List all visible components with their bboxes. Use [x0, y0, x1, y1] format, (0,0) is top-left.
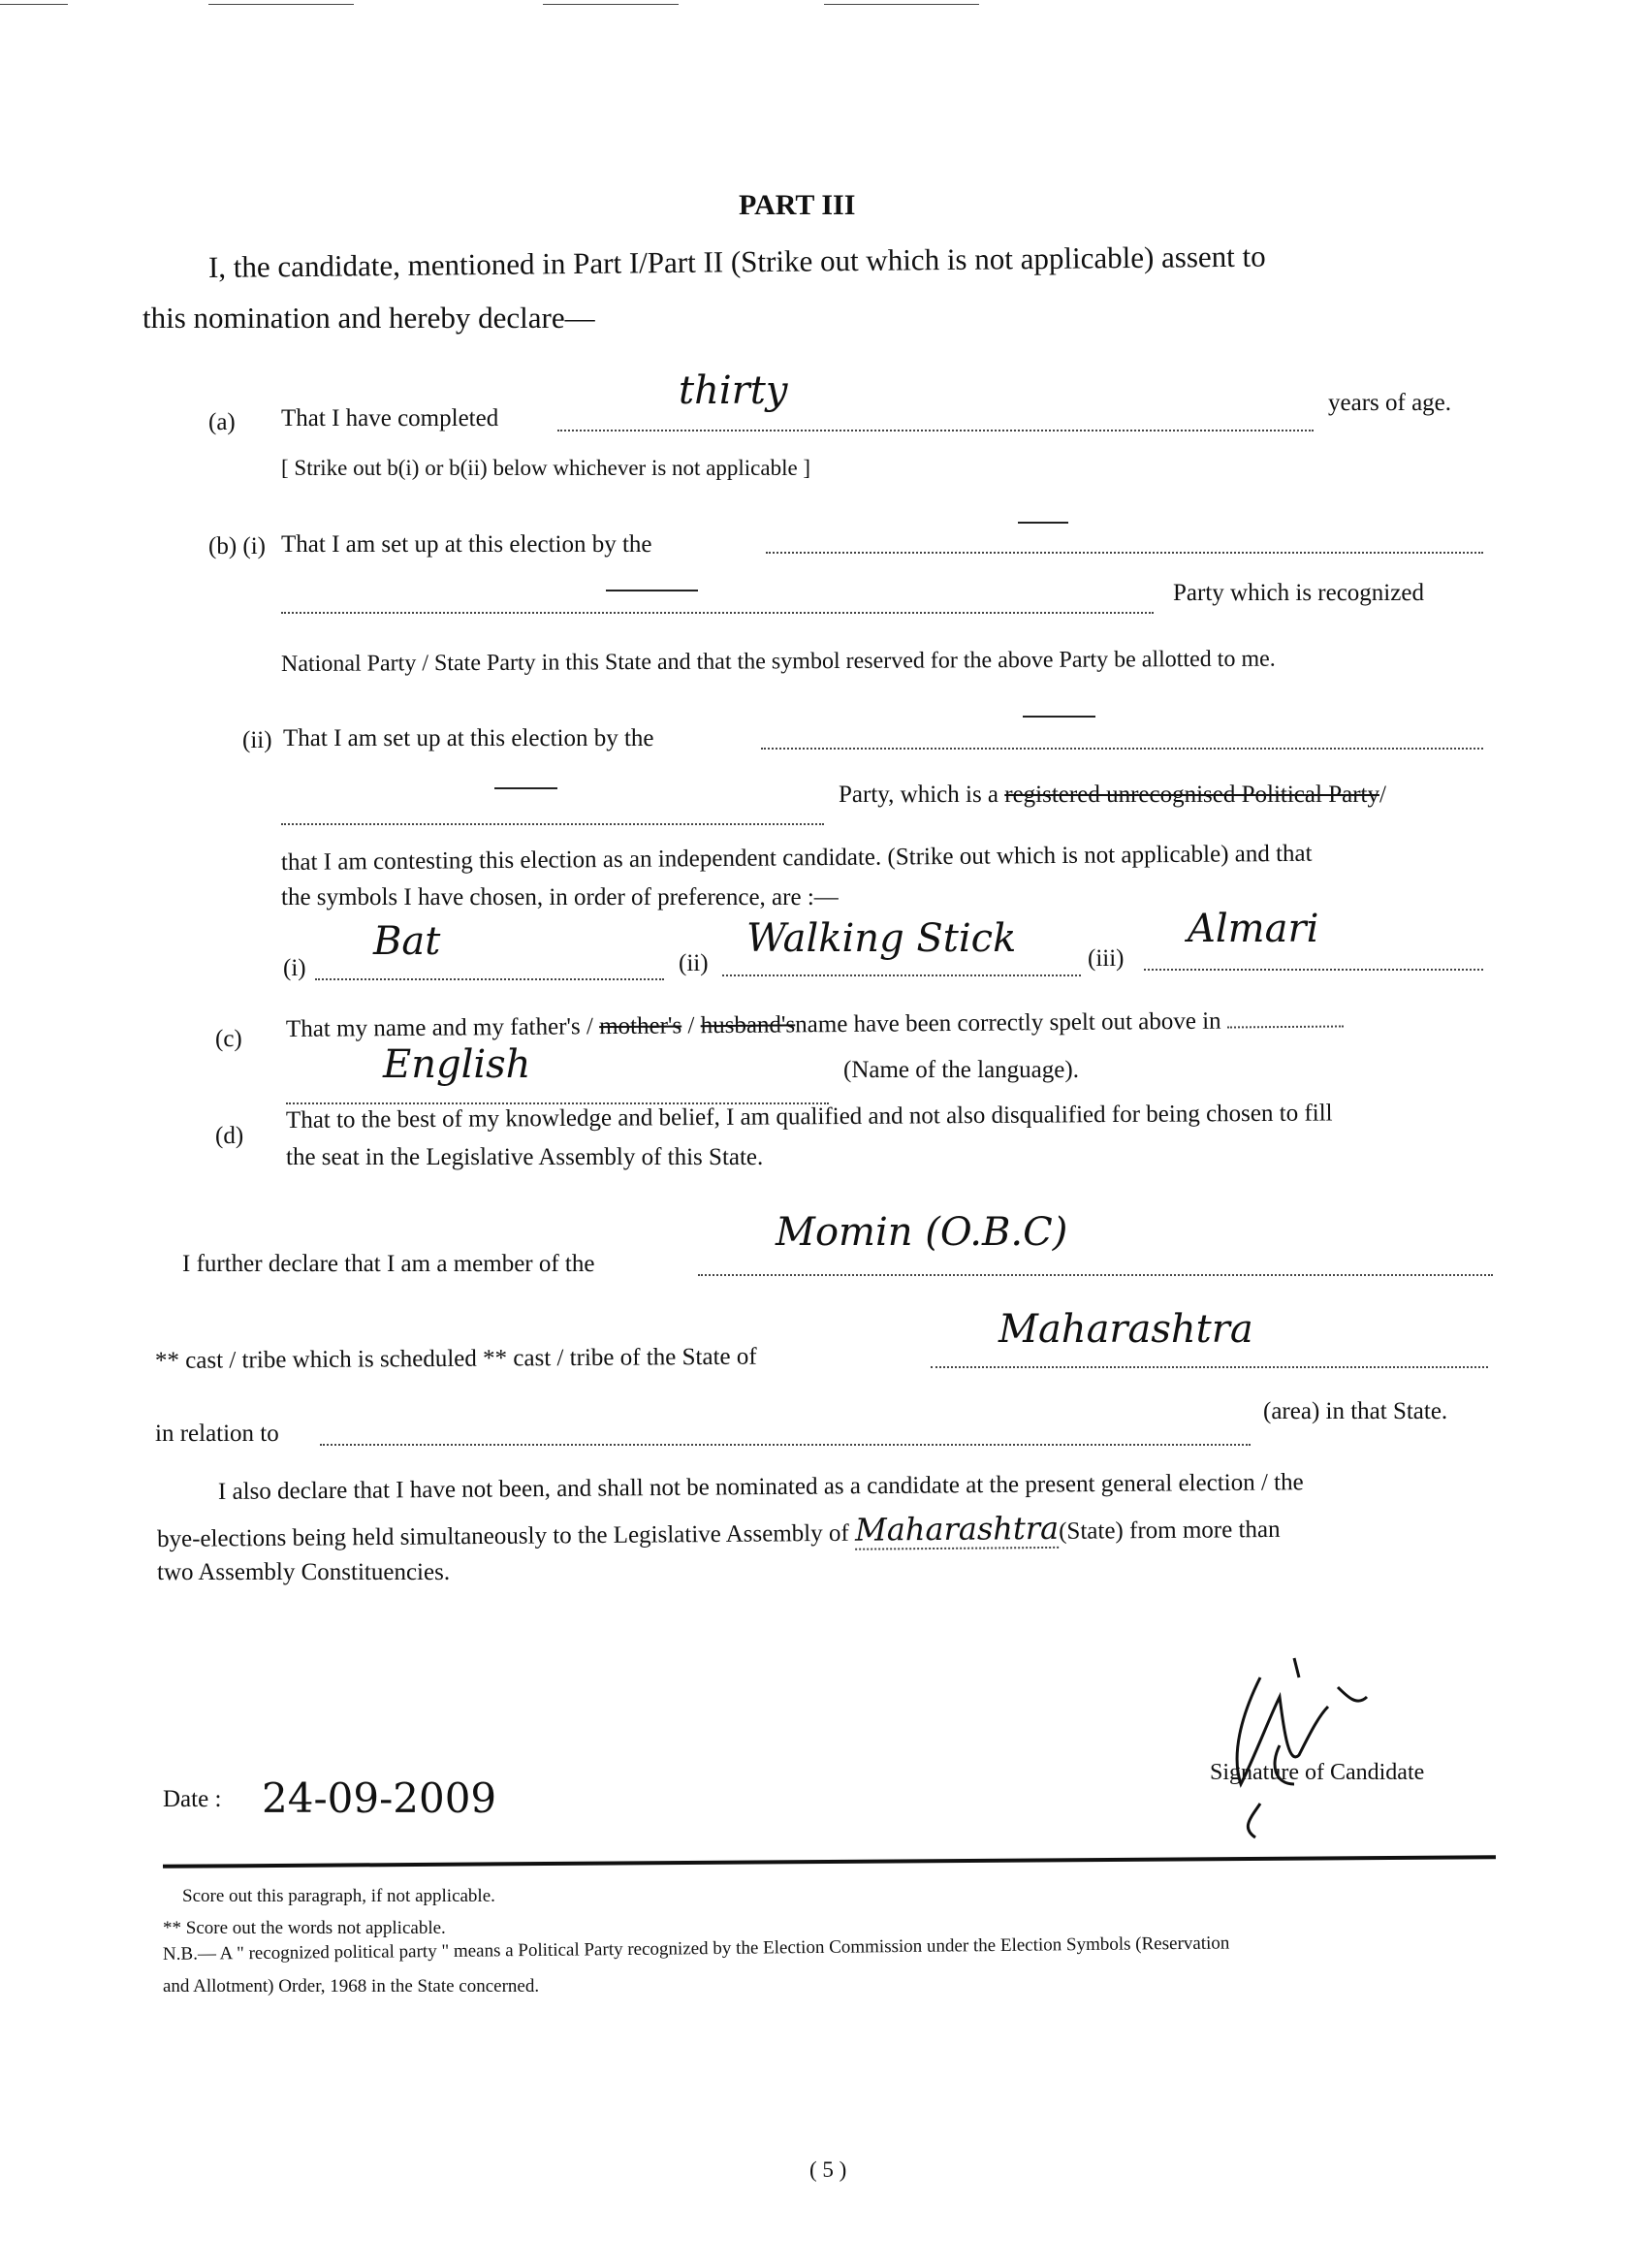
item-a-text: That I have completed	[281, 405, 499, 431]
item-b-ii-line4: the symbols I have chosen, in order of preference, are :—	[281, 884, 839, 910]
item-a-label: (a)	[208, 409, 236, 435]
relation-text: in relation to	[155, 1421, 279, 1447]
item-c-text: That my name and my father's / mother's / husband'sname have been correctly spelt out above in	[286, 1006, 1344, 1043]
item-c-suffix: (Name of the language).	[843, 1057, 1079, 1083]
item-d-line1: That to the best of my knowledge and belief, I am qualified and not also disqualified for being chosen to fill	[285, 1100, 1333, 1134]
footnote-1: Score out this paragraph, if not applicable.	[182, 1886, 495, 1906]
scan-artifact	[824, 4, 979, 5]
item-b-ii-text: That I am set up at this election by the	[283, 725, 654, 751]
community-field-line	[698, 1274, 1493, 1276]
item-a-suffix: years of age.	[1328, 390, 1452, 416]
relation-suffix: (area) in that State.	[1263, 1398, 1448, 1424]
symbol-3-value: Almari	[1188, 907, 1319, 951]
item-b-ii-line3: that I am contesting this election as an independent candidate. (Strike out which is not applicable) and that	[280, 840, 1313, 876]
handwritten-dash	[494, 787, 557, 789]
age-field-line	[557, 430, 1314, 431]
footnote-nb-cont: and Allotment) Order, 1968 in the State concerned.	[163, 1976, 540, 1996]
handwritten-dash	[1023, 716, 1095, 718]
also-line-3: two Assembly Constituencies.	[157, 1559, 451, 1585]
party-ii-field-line-2	[281, 823, 824, 825]
scan-artifact	[208, 4, 354, 5]
strike-note: [ Strike out b(i) or b(ii) below whichever is not applicable ]	[281, 456, 811, 480]
age-value: thirty	[679, 368, 788, 413]
page-title: PART III	[739, 189, 856, 221]
party-field-line-2	[281, 612, 1154, 614]
footnote-nb: N.B.— A " recognized political party " means a Political Party recognized by the Election Commission under the Election Symbols (Reservation	[162, 1933, 1230, 1965]
item-b-i-line3: National Party / State Party in this State and that the symbol reserved for the above Party be allotted to me.	[280, 646, 1276, 677]
item-d-line2: the seat in the Legislative Assembly of this State.	[286, 1144, 764, 1170]
signature-image	[1202, 1639, 1377, 1842]
handwritten-dash	[1018, 522, 1068, 524]
party-ii-field-line	[761, 748, 1483, 750]
date-label: Date :	[163, 1786, 222, 1812]
cast-text: ** cast / tribe which is scheduled ** cast / tribe of the State of	[154, 1343, 757, 1374]
scan-artifact	[543, 4, 679, 5]
assembly-state-value: Maharashtra	[854, 1509, 1060, 1549]
item-b-i-label: (b) (i)	[208, 533, 266, 559]
language-value: English	[383, 1042, 531, 1087]
symbol-3-label: (iii)	[1088, 945, 1125, 972]
also-line-2: bye-elections being held simultaneously to the Legislative Assembly of Maharashtra(State) from more than	[156, 1509, 1281, 1552]
item-b-ii-label: (ii)	[242, 727, 272, 753]
also-line-1: I also declare that I have not been, and shall not be nominated as a candidate at the present general election / the	[217, 1469, 1304, 1505]
handwritten-dash	[606, 590, 698, 591]
state-field-line	[931, 1366, 1488, 1368]
symbol-3-line	[1144, 969, 1483, 971]
symbol-1-value: Bat	[373, 919, 441, 964]
item-b-ii-suffix: Party, which is a registered unrecognised Political Party/	[839, 782, 1386, 808]
intro-line-1: I, the candidate, mentioned in Part I/Part II (Strike out which is not applicable) assent to	[207, 239, 1266, 284]
item-b-i-text: That I am set up at this election by the	[281, 531, 652, 558]
signature-label: Signature of Candidate	[1210, 1760, 1425, 1785]
footnote-divider	[163, 1855, 1496, 1869]
symbol-1-label: (i)	[283, 955, 306, 981]
item-b-i-suffix: Party which is recognized	[1173, 580, 1424, 606]
further-text: I further declare that I am a member of the	[182, 1251, 595, 1277]
symbol-2-line	[722, 974, 1081, 976]
area-field-line	[320, 1444, 1251, 1446]
date-value: 24-09-2009	[262, 1774, 497, 1822]
scan-artifact	[0, 4, 68, 5]
footnote-2: ** Score out the words not applicable.	[163, 1918, 446, 1938]
item-c-label: (c)	[215, 1026, 242, 1052]
party-field-line	[766, 552, 1483, 554]
item-d-label: (d)	[215, 1123, 244, 1149]
intro-line-2: this nomination and hereby declare—	[143, 301, 595, 335]
page-number: ( 5 )	[809, 2157, 847, 2182]
symbol-2-value: Walking Stick	[746, 916, 1017, 961]
symbol-2-label: (ii)	[679, 950, 709, 976]
state-value: Maharashtra	[998, 1307, 1253, 1352]
symbol-1-line	[315, 978, 664, 980]
community-value: Momin (O.B.C)	[776, 1210, 1068, 1255]
